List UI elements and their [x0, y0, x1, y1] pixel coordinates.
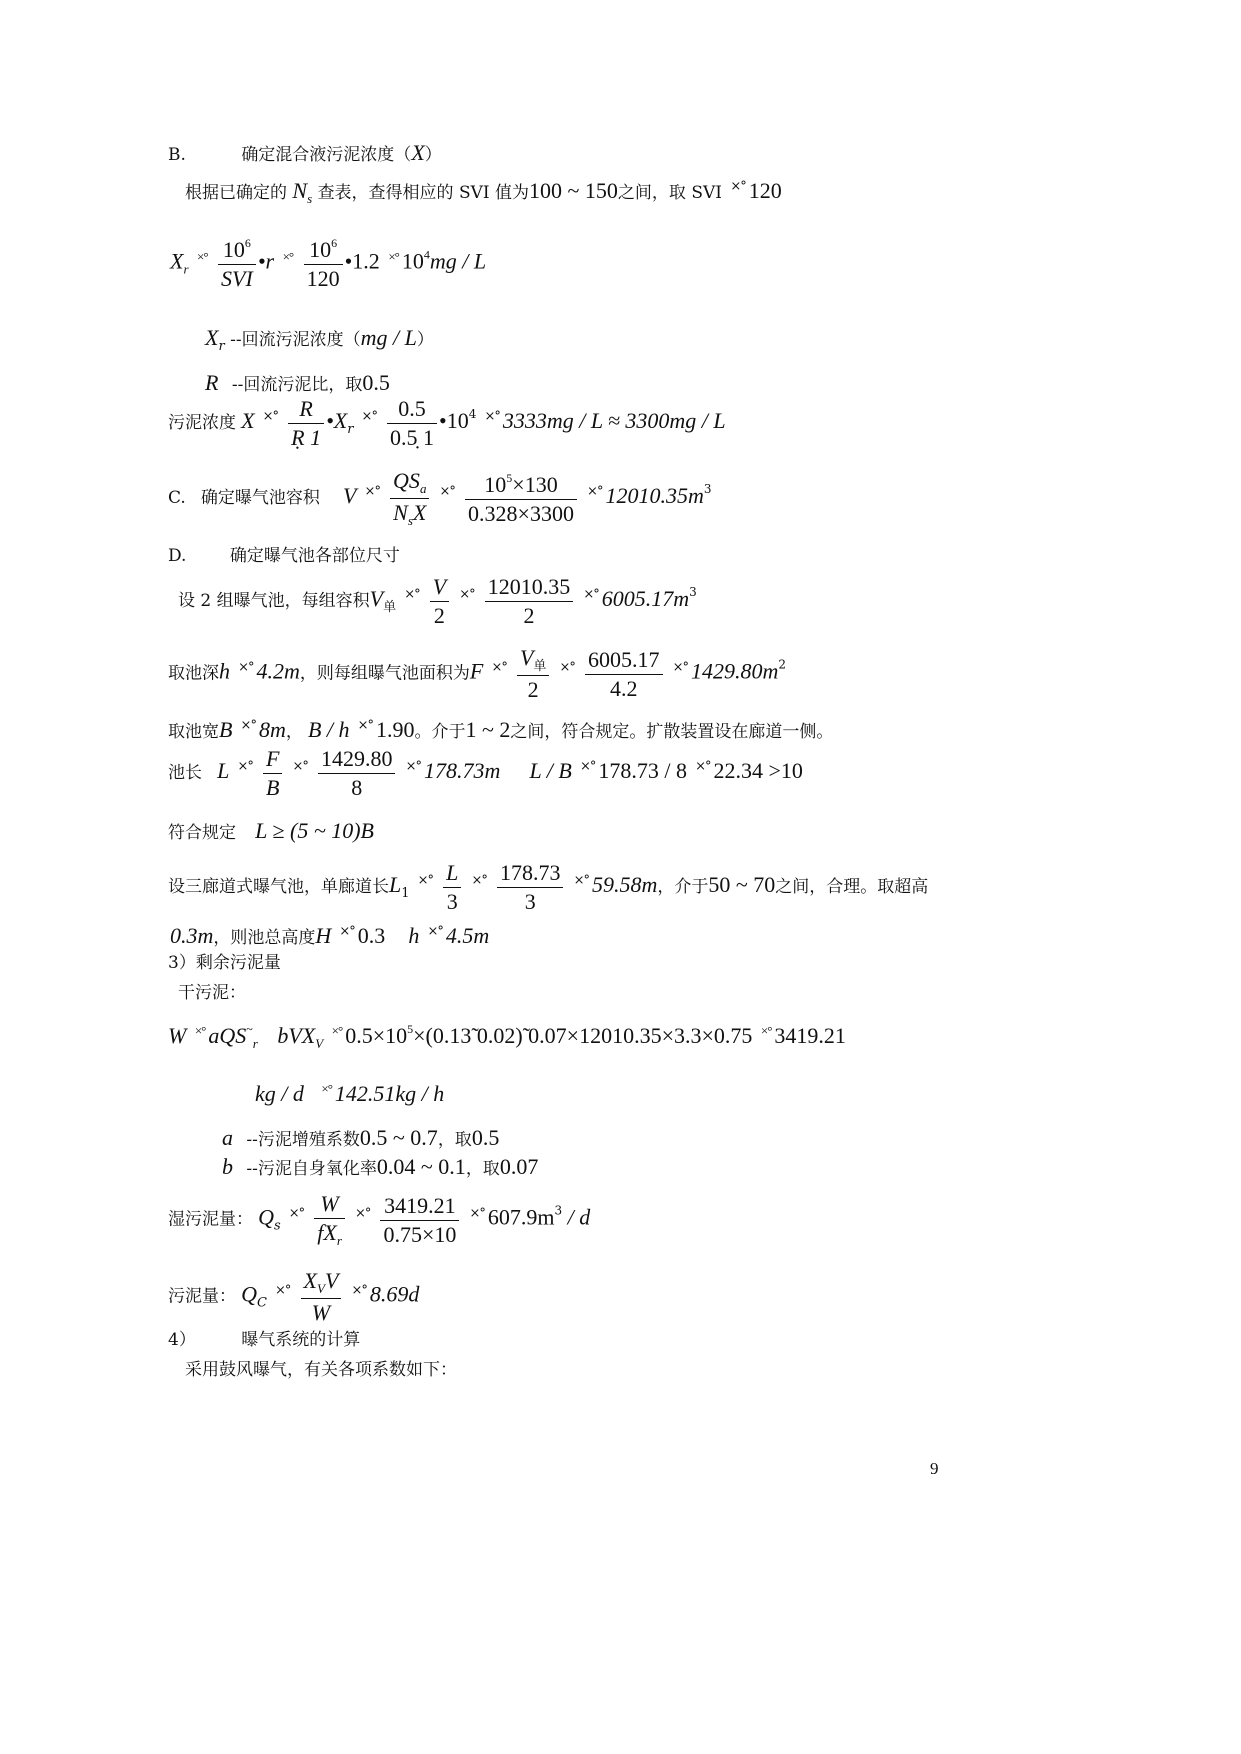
vdan-res-sup: 3 [689, 585, 697, 599]
x-approx: ≈ [608, 408, 621, 433]
x-tail: •10 [439, 408, 469, 433]
equals-glyph: ×° [288, 1205, 305, 1221]
equals-glyph: ×° [695, 759, 711, 774]
w-lhs: W [168, 1023, 187, 1048]
f-text1: 取池深 [168, 663, 219, 684]
section-d-label: D. [168, 546, 187, 566]
c-f1-num: QS [393, 468, 420, 493]
def-xr-unit: mg / L [360, 325, 417, 350]
w-expr3-sup: 5 [407, 1022, 414, 1036]
page-number: 9 [930, 1459, 939, 1478]
section-4-title: 曝气系统的计算 [241, 1330, 361, 1350]
qc-sym: Q [241, 1281, 257, 1307]
rule-text: 符合规定 [168, 823, 236, 843]
def-xr-close: ） [416, 330, 434, 350]
b-sep: ， [285, 722, 303, 742]
section-d [168, 548, 400, 565]
l-frac-2 [318, 748, 396, 799]
f-f2-den: 4.2 [610, 675, 638, 701]
b-text3: 之间，符合规定。扩散装置设在廊道一侧。 [510, 722, 834, 742]
equals-glyph: ×° [730, 179, 746, 194]
c-frac-1 [390, 470, 429, 527]
c-f2-num: 10 [484, 472, 507, 497]
x-f1-num: R [288, 398, 324, 424]
xr-result-a: •1.2 [344, 248, 380, 274]
x-label: 污泥浓度 [168, 413, 236, 433]
h-line [170, 925, 489, 947]
xr-f1-den: SVI [221, 266, 253, 291]
x-frac-2 [387, 398, 437, 449]
c-f2-den: 0.328×3300 [468, 501, 574, 526]
equals-glyph: ×° [339, 924, 355, 939]
section-4-label: 4） [168, 1330, 196, 1350]
equals-glyph: ×° [240, 718, 256, 733]
w-expr3: 0.5×10 [345, 1023, 408, 1048]
vdan-f1-num: V [430, 576, 449, 602]
xr-result-sup: 4 [423, 247, 430, 262]
xr-f2-num: 10 [309, 237, 332, 262]
xr-result-b: 10 [401, 248, 424, 274]
qs-frac-1 [314, 1193, 345, 1247]
l1-frac-1 [443, 862, 461, 913]
xr-f2-sup: 6 [331, 236, 338, 250]
c-f2-num-tail: ×130 [512, 472, 558, 497]
x-frac-1 [288, 398, 324, 449]
equals-glyph: ×° [405, 759, 421, 774]
l1-sym: L [389, 872, 402, 897]
qs-frac-2 [380, 1192, 459, 1247]
c-f1-den-tail: X [412, 500, 427, 525]
ns-letter: N [292, 178, 308, 203]
l1-res: 59.58m [591, 872, 658, 897]
qs-sym-sub: s [273, 1218, 281, 1234]
b-sym: B [219, 717, 233, 742]
qc-res: 8.69d [369, 1281, 420, 1307]
equals-glyph: ×° [388, 248, 399, 264]
equals-glyph: ×° [404, 587, 420, 602]
b-rval: 1.90 [376, 717, 415, 742]
c-res-sup: 3 [703, 482, 712, 496]
xr-f1-sup: 6 [244, 236, 251, 250]
section-c-title: 确定曝气池容积 [200, 488, 320, 508]
equals-glyph: ×° [321, 1081, 332, 1096]
x-f2-num: 0.5 [387, 398, 437, 424]
l1-text: 设三廊道式曝气池，单廊道长 [168, 877, 389, 897]
f-f1-num: V [519, 645, 534, 670]
f-f1-den: 2 [527, 677, 539, 702]
xr-unit: mg / L [429, 248, 487, 274]
x-tail-sup: 4 [468, 407, 477, 421]
ns-sub: s [307, 191, 313, 206]
a-definition [222, 1127, 499, 1149]
section-3-sub: 干污泥： [178, 983, 246, 1003]
w-unit1: kg / d [255, 1081, 304, 1106]
section-b-label: B. [168, 145, 186, 165]
l-text: 池长 [168, 763, 202, 783]
l1-sym-sub: 1 [401, 886, 410, 901]
xr-f1-num: 10 [222, 237, 245, 262]
c-f1-den: N [393, 500, 408, 525]
def-a-val: 0.5 [471, 1125, 500, 1150]
f-res-sup: 2 [778, 657, 787, 672]
w-expr2-sub: V [315, 1036, 324, 1051]
b-text2: 。介于 [414, 722, 466, 742]
section-4-text: 采用鼓风曝气，有关各项系数如下： [185, 1360, 457, 1380]
b-text1: 取池宽 [168, 722, 219, 742]
def-xr-sub: r [218, 339, 225, 354]
equals-glyph: ×° [262, 409, 279, 424]
equals-glyph: ×° [361, 409, 377, 424]
qs-f1-den: fX [317, 1220, 337, 1245]
equals-glyph: ×° [573, 873, 589, 888]
vdan-f2-num: 12010.35 [485, 576, 574, 602]
l1-f1-den: 3 [446, 889, 458, 914]
equals-glyph: ×° [275, 1282, 291, 1298]
r-definition [205, 372, 390, 394]
h-text: ，则池总高度 [213, 928, 316, 948]
qs-res-tail: / d [562, 1204, 591, 1230]
equals-glyph: ×° [471, 873, 487, 888]
equals-glyph: ×° [292, 759, 308, 774]
equals-glyph: ×° [331, 1023, 343, 1038]
f-f1-num-sub: 单 [533, 658, 547, 673]
vdan-sym-sub: 单 [383, 600, 397, 615]
qc-label: 污泥量： [168, 1286, 236, 1307]
l-f2-den: 8 [351, 775, 363, 800]
equals-glyph: ×° [351, 1282, 367, 1298]
def-a-text: --污泥增殖系数 [246, 1130, 360, 1150]
f-sym: F [469, 658, 484, 684]
ns-symbol [292, 178, 313, 206]
f-equation [168, 647, 786, 701]
def-r-text: --回流污泥比，取 [231, 375, 363, 395]
equals-glyph: ×° [238, 659, 254, 675]
vdan-text: 设 2 组曝气池，每组容积 [178, 591, 370, 611]
l1-f2-num: 178.73 [497, 862, 564, 888]
l1-f2-den: 3 [524, 889, 536, 914]
svi-line-end: 之间，取 SVI [617, 183, 722, 203]
section-d-title: 确定曝气池各部位尺寸 [229, 546, 400, 566]
qs-equation [168, 1193, 590, 1247]
def-a-text2: ，取 [437, 1130, 472, 1150]
section-c [168, 470, 711, 527]
h-sym: H [315, 923, 332, 948]
b-definition [222, 1156, 538, 1178]
section-b-var: X [411, 140, 425, 165]
equals-glyph: ×° [282, 248, 294, 264]
equals-glyph: ×° [559, 659, 575, 675]
svi-line-mid: 查表，查得相应的 SVI 值为 [317, 183, 530, 203]
def-b-text2: ，取 [465, 1159, 500, 1179]
qs-f2-den: 0.75×10 [383, 1221, 457, 1247]
xr-frac-2 [304, 237, 343, 290]
qs-f1-den-sub: r [336, 1233, 342, 1248]
x-mid: •X [326, 408, 348, 433]
svi-line [185, 180, 782, 205]
w-res: 3419.21 [774, 1023, 846, 1048]
l1-f1-num: L [443, 862, 461, 888]
qc-f1-num-sub: V [316, 1281, 325, 1296]
x-f1-den: Ṛ 1 [291, 425, 322, 450]
xr-lhs-sub: r [183, 261, 189, 277]
f-frac-1 [517, 647, 549, 701]
qc-f1-num: X [303, 1268, 317, 1293]
section-b-close: ） [424, 145, 442, 165]
qs-res-sup: 3 [554, 1203, 563, 1218]
qc-sym-sub: C [256, 1295, 267, 1311]
def-r-sym: R [205, 370, 219, 395]
f-text2: ，则每组曝气池面积为 [299, 663, 470, 684]
w-expr4: ×(0.13̃ 0.02)̃ 0.07×12010.35×3.3×0.75 [413, 1023, 753, 1048]
equals-glyph: ×° [357, 718, 373, 733]
w-expr1: aQS [208, 1023, 247, 1048]
w-expr1-sub: r [252, 1036, 258, 1051]
l1-text3: 之间，合理。取超高 [775, 877, 929, 897]
qs-res: 607.9m [487, 1204, 555, 1230]
def-b-sym: b [222, 1154, 233, 1179]
equals-glyph: ×° [469, 1205, 485, 1221]
b-line [168, 719, 833, 741]
l-res: 178.73m [423, 758, 501, 783]
def-b-text: --污泥自身氧化率 [246, 1159, 377, 1179]
xr-mid: •r [257, 248, 275, 274]
qc-frac-1 [301, 1270, 342, 1324]
l-f1-den: B [265, 775, 280, 800]
x-res1: 3333mg / L [502, 408, 604, 433]
equals-glyph: ×° [439, 484, 455, 499]
l-rval: 178.73 / 8 [598, 758, 687, 783]
equals-glyph: ×° [197, 248, 208, 264]
vdan-frac-1 [430, 576, 449, 627]
x-f2-den: 0.5̣ 1 [390, 425, 435, 450]
def-b-val: 0.07 [499, 1154, 539, 1179]
svi-range: 100 ~ 150 [529, 178, 618, 203]
f-hval: 4.2m [256, 658, 300, 684]
l1-text2: ，介于 [657, 877, 709, 897]
c-f1-den-sub: s [407, 513, 413, 528]
f-h: h [219, 658, 230, 684]
l1-equation [168, 862, 928, 913]
vdan-frac-2 [485, 576, 574, 627]
l-f1-num: F [263, 748, 282, 774]
def-a-range: 0.5 ~ 0.7 [359, 1125, 438, 1150]
qc-equation [168, 1270, 419, 1324]
equals-glyph: ×° [583, 587, 599, 602]
l-f2-num: 1429.80 [318, 748, 396, 774]
b-range: 1 ~ 2 [465, 717, 511, 742]
c-f2-num-sup: 5 [506, 471, 513, 485]
equals-glyph: ×° [354, 1205, 371, 1221]
w-tilde: ~ [246, 1022, 253, 1036]
x-equation [168, 398, 726, 449]
h-expr: 0.3 [357, 923, 386, 948]
section-c-label: C. [168, 488, 186, 508]
equals-glyph: ×° [194, 1023, 206, 1038]
equals-glyph: ×° [484, 409, 500, 424]
x-mid-sub: r [347, 422, 354, 437]
equals-glyph: ×° [587, 484, 603, 499]
l-ratio: L / B [529, 758, 572, 783]
x-res2: 3300mg / L [625, 408, 726, 433]
equals-glyph: ×° [459, 587, 475, 602]
b-val: 8m [258, 717, 286, 742]
xr-f2-den: 120 [306, 266, 340, 291]
l-rres: 22.34 >10 [713, 758, 803, 783]
rule-line [168, 820, 374, 842]
b-ratio: B / h [307, 717, 350, 742]
def-b-range: 0.04 ~ 0.1 [376, 1154, 466, 1179]
xr-definition [205, 327, 434, 353]
section-3-heading: 3）剩余污泥量 [168, 953, 281, 973]
f-frac-2 [585, 646, 663, 701]
l1-range: 50 ~ 70 [708, 872, 776, 897]
section-b-title: 确定混合液污泥浓度（ [241, 145, 412, 165]
vdan-f1-den: 2 [433, 603, 445, 628]
qs-label: 湿污泥量： [168, 1209, 253, 1230]
w-expr2: bVX [277, 1023, 316, 1048]
equals-glyph: ×° [237, 759, 253, 774]
l1-frac-2 [497, 862, 564, 913]
w-line2 [255, 1082, 444, 1105]
svi-line-text: 根据已确定的 [185, 183, 287, 203]
qs-f1-num: W [314, 1193, 345, 1219]
equals-glyph: ×° [760, 1023, 772, 1038]
equals-glyph: ×° [417, 873, 434, 888]
xr-lhs: X [170, 248, 184, 274]
def-xr-text: --回流污泥浓度（ [230, 330, 361, 350]
qc-f1-den: W [311, 1300, 331, 1325]
qs-f2-num: 3419.21 [380, 1195, 459, 1221]
l-frac-1 [263, 748, 282, 799]
h-val: 0.3m [170, 923, 214, 948]
def-a-sym: a [222, 1125, 233, 1150]
qs-sym: Q [258, 1204, 274, 1230]
w-res2: 142.51kg / h [334, 1081, 445, 1106]
vdan-sym: V [369, 586, 384, 611]
f-res: 1429.80m [691, 658, 779, 684]
section-4-heading [168, 1332, 360, 1349]
equals-glyph: ×° [427, 924, 443, 939]
vdan-f2-den: 2 [523, 603, 535, 628]
qc-f1-num-tail: V [324, 1268, 339, 1293]
h-h: h [408, 923, 420, 948]
xr-equation [170, 237, 486, 290]
c-frac-2 [465, 472, 577, 525]
h-res: 4.5m [445, 923, 490, 948]
l-equation [168, 748, 803, 799]
section-b-heading [168, 142, 442, 164]
x-sym: X [241, 408, 255, 433]
equals-glyph: ×° [491, 659, 507, 675]
equals-glyph: ×° [364, 484, 380, 499]
equals-glyph: ×° [579, 759, 596, 774]
vdan-res: 6005.17m [601, 586, 690, 611]
vdan-equation [178, 576, 697, 627]
svi-value: 120 [748, 178, 782, 203]
def-r-val: 0.5 [362, 370, 390, 395]
c-res: 12010.35m [605, 483, 704, 508]
equals-glyph: ×° [672, 659, 688, 675]
def-xr-sym: X [205, 325, 219, 350]
xr-frac-1 [218, 237, 256, 290]
c-sym: V [343, 483, 357, 508]
c-f1-num-sub: a [419, 481, 427, 496]
w-equation [168, 1023, 846, 1050]
f-f2-num: 6005.17 [585, 649, 663, 675]
l-sym: L [217, 758, 230, 783]
rule-expr: L ≥ (5 ~ 10)B [255, 818, 374, 843]
